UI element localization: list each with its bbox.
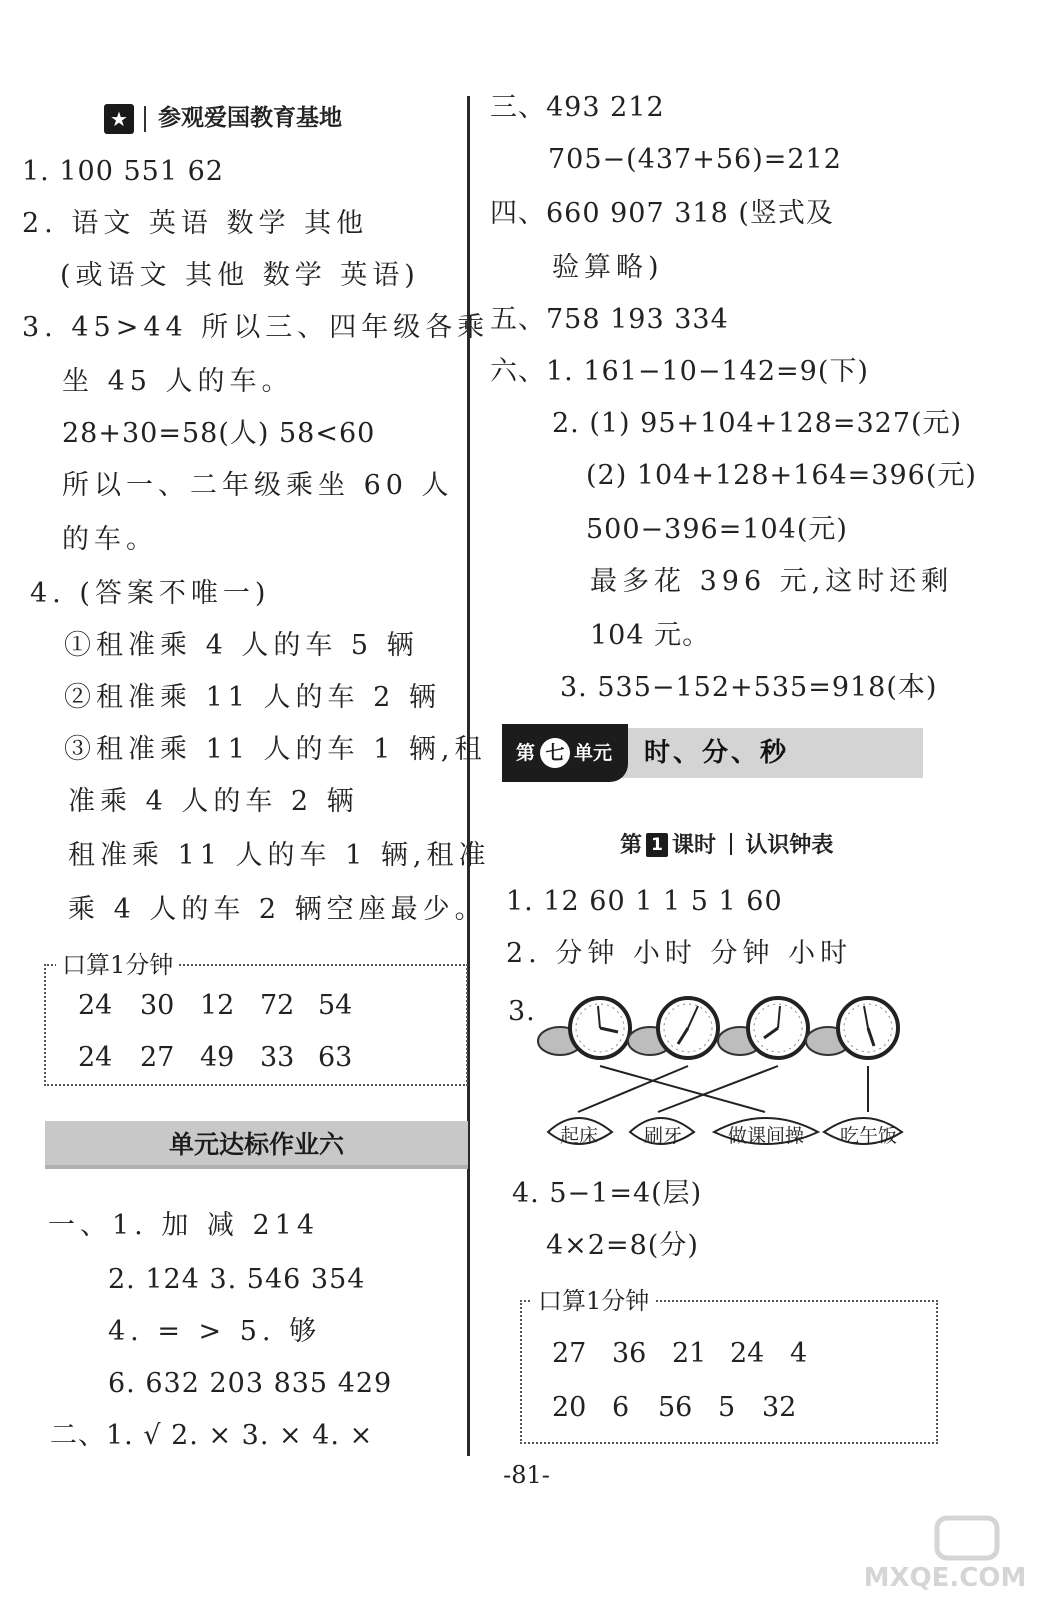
column-divider	[467, 96, 470, 1456]
answer-line: 准乘 4 人的车 2 辆	[68, 786, 359, 817]
unit-title: 时、分、秒	[644, 738, 790, 768]
snail-clock-2	[628, 998, 718, 1058]
answer-line: 最多花 396 元,这时还剩	[590, 566, 954, 597]
answer-line: 4. (答案不唯一)	[30, 578, 271, 609]
unit-assignment-title: 单元达标作业六	[168, 1130, 344, 1159]
lesson-number: 1	[646, 833, 668, 857]
mental-math-label: 口算1分钟	[56, 950, 179, 980]
answer-line: 3. 45>44 所以三、四年级各乘	[22, 312, 490, 343]
section-title: 参观爱国教育基地	[158, 105, 342, 131]
activity-label: 吃午饭	[840, 1125, 898, 1147]
mental-math-box	[44, 951, 468, 1086]
mental-math-answer: 54	[318, 990, 353, 1021]
answer-line: 500−396=104(元)	[586, 514, 848, 545]
answer-line: 6. 632 203 835 429	[108, 1368, 393, 1399]
lesson-separator	[730, 833, 732, 855]
answer-line: 二、1. √ 2. × 3. × 4. ×	[50, 1420, 374, 1451]
answer-line: 所以一、二年级乘坐 60 人	[62, 470, 454, 501]
mental-math-answer: 32	[762, 1392, 797, 1423]
mental-math-answer: 27	[140, 1042, 175, 1073]
unit-suffix: 单元	[574, 742, 613, 764]
mental-math-answer: 30	[140, 990, 175, 1021]
answer-line: 2. 分钟 小时 分钟 小时	[506, 938, 853, 969]
mental-math-box	[520, 1287, 938, 1444]
unit-badge	[502, 724, 628, 782]
snail-clock-1	[538, 998, 630, 1058]
activity-label: 做课间操	[728, 1125, 805, 1147]
matching-lines	[578, 1066, 868, 1112]
unit-seven-banner	[502, 724, 923, 782]
watermark-text: MXQE.COM	[863, 1563, 1027, 1593]
answer-line: 乘 4 人的车 2 辆空座最少。	[68, 894, 487, 925]
activity-label: 刷牙	[644, 1125, 683, 1147]
star-icon: ★	[104, 104, 134, 134]
answer-line: 五、758 193 334	[490, 304, 729, 335]
answer-line: 的车。	[62, 524, 158, 555]
answer-line: 六、1. 161−10−142=9(下)	[490, 356, 869, 387]
answer-line: 三、493 212	[490, 92, 665, 123]
lesson-heading	[620, 831, 833, 861]
answer-line: 2. 语文 英语 数学 其他	[22, 208, 369, 239]
mental-math-answer: 27	[552, 1338, 587, 1369]
answer-line: (2) 104+128+164=396(元)	[586, 460, 977, 491]
answer-line: ②租准乘 11 人的车 2 辆	[64, 682, 441, 713]
mental-math-answer: 5	[718, 1392, 736, 1423]
mental-math-answer: 12	[200, 990, 235, 1021]
answer-line: ①租准乘 4 人的车 5 辆	[64, 630, 419, 661]
answer-line: 4. 5−1=4(层)	[512, 1178, 703, 1209]
snail-clock-3	[718, 998, 808, 1058]
answer-line: 3.	[508, 996, 536, 1027]
mental-math-answer: 24	[78, 990, 113, 1021]
answer-line: 一、1. 加 减 214	[48, 1210, 320, 1241]
answer-line: 2. 124 3. 546 354	[108, 1264, 366, 1295]
unit-assignment-banner	[45, 1121, 468, 1169]
header-separator	[144, 106, 146, 132]
activity-label: 起床	[560, 1125, 599, 1147]
answer-line: 验算略)	[552, 252, 664, 283]
answer-line: 2. (1) 95+104+128=327(元)	[552, 408, 963, 439]
answer-line: (或语文 其他 数学 英语)	[60, 260, 420, 291]
mental-math-answer: 24	[730, 1338, 765, 1369]
mental-math-answer: 63	[318, 1042, 353, 1073]
mental-math-answer: 21	[672, 1338, 707, 1369]
watermark-logo	[845, 1514, 1045, 1594]
unit-prefix: 第	[516, 742, 536, 764]
lesson-suffix: 课时	[672, 833, 717, 858]
unit-number: 七	[540, 738, 570, 768]
answer-line: 4×2=8(分)	[546, 1230, 699, 1261]
lesson-title: 认识钟表	[745, 833, 834, 858]
page-number: -81-	[503, 1461, 550, 1489]
answer-line: 4. = > 5. 够	[108, 1316, 322, 1347]
answer-line: 坐 45 人的车。	[62, 366, 294, 397]
mental-math-answer: 72	[260, 990, 295, 1021]
answer-line: 28+30=58(人) 58<60	[62, 418, 376, 449]
mental-math-answer: 49	[200, 1042, 235, 1073]
answer-line: 租准乘 11 人的车 1 辆,租准	[68, 840, 491, 871]
lesson-prefix: 第	[620, 833, 643, 858]
answer-line: 1. 12 60 1 1 5 1 60	[506, 886, 783, 917]
answer-line: 104 元。	[590, 620, 711, 651]
mental-math-answer: 36	[612, 1338, 647, 1369]
answer-line: 3. 535−152+535=918(本)	[560, 672, 938, 703]
answer-line: 705−(437+56)=212	[548, 144, 842, 175]
snail-clock-4	[806, 998, 898, 1058]
answer-line: 四、660 907 318 (竖式及	[490, 198, 834, 229]
mental-math-answer: 33	[260, 1042, 295, 1073]
mental-math-answer: 4	[790, 1338, 808, 1369]
mental-math-answer: 24	[78, 1042, 113, 1073]
mental-math-label: 口算1分钟	[532, 1286, 655, 1316]
mental-math-answer: 6	[612, 1392, 630, 1423]
answer-line: ③租准乘 11 人的车 1 辆,租	[64, 734, 487, 765]
mental-math-answer: 20	[552, 1392, 587, 1423]
mental-math-answer: 56	[658, 1392, 693, 1423]
answer-line: 1. 100 551 62	[22, 156, 224, 187]
